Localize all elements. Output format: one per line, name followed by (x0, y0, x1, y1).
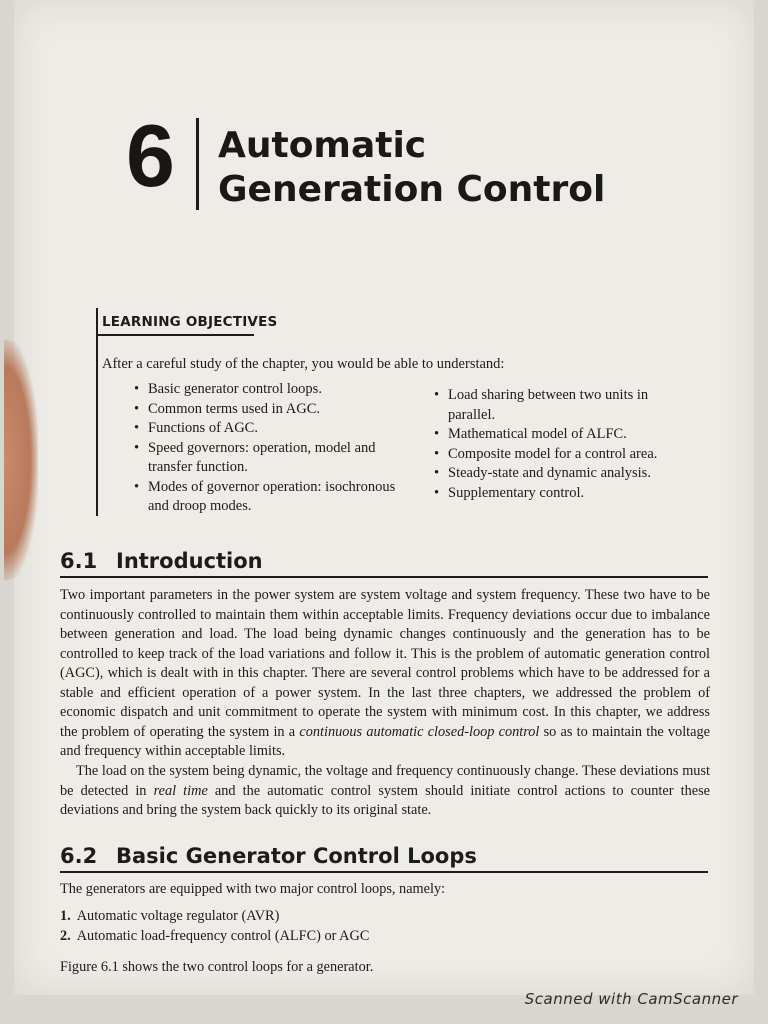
paragraph-text: The load on the system being dynamic, the voltage and frequency continuously change. These deviations must be detected in (60, 763, 710, 799)
item-text: Automatic voltage regulator (AVR) (76, 908, 280, 924)
learning-objectives-box (96, 308, 698, 516)
learning-objectives-intro: After a careful study of the chapter, you would be able to understand: (102, 356, 505, 372)
section-heading-control-loops (60, 843, 708, 873)
paragraph-text: so as to maintain the voltage and frequency within acceptable limits. (60, 723, 710, 759)
chapter-number: 6 (126, 106, 175, 205)
heading-underline (98, 334, 254, 336)
objective-item: • Functions of AGC. (134, 419, 404, 439)
section-number: 6.1 (60, 549, 98, 573)
list-item (60, 926, 369, 946)
emphasis-text: real time (153, 782, 208, 799)
learning-objectives-heading: LEARNING OBJECTIVES (102, 314, 278, 330)
objectives-left-list (134, 380, 404, 517)
introduction-paragraph-2 (60, 762, 710, 821)
objective-item: • Composite model for a control area. (434, 445, 694, 465)
control-loops-intro: The generators are equipped with two major control loops, namely: (60, 881, 446, 897)
section-number: 6.2 (60, 844, 98, 868)
thumb-shadow (4, 340, 38, 580)
chapter-divider (196, 118, 199, 210)
figure-reference: Figure 6.1 shows the two control loops for a generator. (60, 959, 374, 975)
scanner-watermark: Scanned with CamScanner (524, 990, 738, 1008)
scanned-page (14, 0, 754, 995)
section-heading-introduction (60, 548, 708, 578)
item-number: 2. (60, 928, 71, 944)
objectives-right-list (434, 386, 694, 503)
item-number: 1. (60, 908, 71, 924)
chapter-title: Automatic Generation Control (218, 125, 606, 210)
paragraph-text: and the automatic control system should initiate control actions to counter these deviations and bring the system back quickly to its original state. (60, 782, 710, 818)
objective-item: • Load sharing between two units in parallel. (434, 386, 694, 425)
list-item (60, 906, 369, 926)
objective-item: • Common terms used in AGC. (134, 400, 404, 420)
section-title: Basic Generator Control Loops (116, 844, 477, 868)
emphasis-text: continuous automatic closed-loop control (299, 723, 540, 740)
objective-item: • Supplementary control. (434, 484, 694, 504)
control-loops-list (60, 906, 369, 946)
objective-item: • Basic generator control loops. (134, 380, 404, 400)
section-title: Introduction (116, 549, 263, 573)
objective-item: • Mathematical model of ALFC. (434, 425, 694, 445)
introduction-paragraph-1 (60, 586, 710, 762)
objective-item: • Steady-state and dynamic analysis. (434, 464, 694, 484)
objective-item: • Modes of governor operation: isochronous and droop modes. (134, 478, 404, 517)
paragraph-text: Two important parameters in the power system are system voltage and system frequency. These two have to be continuously controlled to maintain them within acceptable limits. Frequency deviations occur due to imbalance between generation and load. The load being dynamic changes continuously and the generation has to be controlled to keep track of the load variations and follow it. This is the problem of automatic generation control (AGC), which is dealt with in this chapter. There are several control problems which have to be addressed for a stable and efficient operation of a power system. In the last three chapters, we addressed the problem of economic dispatch and unit commitment to operate the system with minimum cost. In this chapter, we address the problem of operating the system in a (60, 587, 710, 740)
objective-item: • Speed governors: operation, model and transfer function. (134, 439, 404, 478)
item-text: Automatic load-frequency control (ALFC) or AGC (76, 928, 370, 944)
